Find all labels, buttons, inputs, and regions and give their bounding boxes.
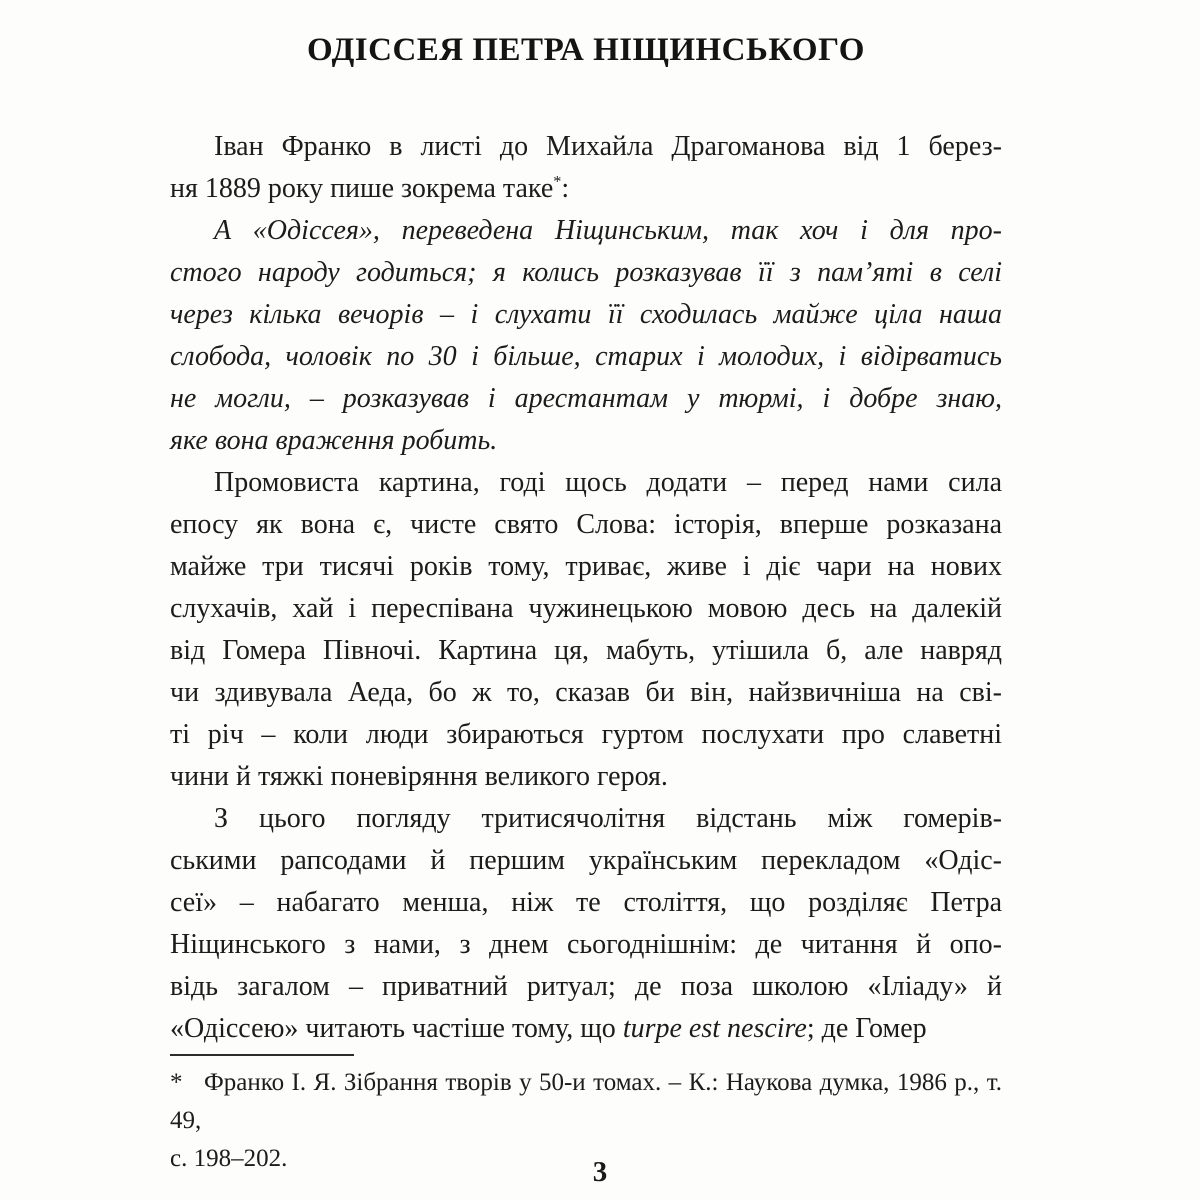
paragraph <box>170 462 1002 798</box>
text-line <box>170 966 1002 1008</box>
text-line <box>170 504 1002 546</box>
paragraph <box>170 210 1002 462</box>
text-segment: А «Одіссея», переведена Ніщинським, так хоч і для про- <box>214 215 1002 246</box>
text-segment: слобода, чоловік по 30 і більше, старих і молодих, і відірватись <box>170 341 1002 372</box>
text-segment: ті річ – коли люди збираються гуртом послухати про славетні <box>170 719 1002 750</box>
text-line <box>170 672 1002 714</box>
text-segment: майже три тисячі років тому, триває, живе і діє чари на нових <box>170 551 1002 582</box>
text-segment: не могли, – розказував і арестантам у тюрмі, і добре знаю, <box>170 383 1002 414</box>
text-line <box>170 756 1002 798</box>
text-line <box>170 168 1002 210</box>
paragraph <box>170 126 1002 210</box>
text-segment: чини й тяжкі поневіряння великого героя. <box>170 761 668 792</box>
text-line <box>170 336 1002 378</box>
text-segment: с. 198–202. <box>170 1145 288 1172</box>
text-line <box>170 798 1002 840</box>
footnote-separator-rule <box>170 1054 354 1056</box>
footnote-reference-asterisk: * <box>553 172 562 191</box>
text-line <box>170 714 1002 756</box>
text-line <box>170 1008 1002 1050</box>
text-segment: ськими рапсодами й першим українським перекладом «Одіс- <box>170 845 1002 876</box>
latin-phrase-italic: turpe est nescire <box>622 1013 807 1044</box>
text-line <box>170 462 1002 504</box>
text-segment: ; де Гомер <box>806 1013 927 1044</box>
text-line <box>170 126 1002 168</box>
paragraph <box>170 798 1002 1050</box>
text-segment: : <box>561 173 570 204</box>
text-segment: слухачів, хай і переспівана чужинецькою мовою десь на далекій <box>170 593 1002 624</box>
text-line <box>170 378 1002 420</box>
text-line <box>170 294 1002 336</box>
text-segment: Франко І. Я. Зібрання творів у 50-и томах. – К.: Наукова думка, 1986 р., т. 49, <box>170 1069 1002 1134</box>
text-line <box>170 210 1002 252</box>
text-segment: від Гомера Півночі. Картина ця, мабуть, утішила б, але навряд <box>170 635 1002 666</box>
page-number: 3 <box>592 1156 608 1188</box>
chapter-title: ОДІССЕЯ ПЕТРА НІЩИНСЬКОГО <box>307 32 865 69</box>
text-segment: стого народу годиться; я колись розказував її з пам’яті в селі <box>170 257 1002 288</box>
body-text <box>170 126 1002 1050</box>
text-segment: ня 1889 року пише зокрема таке <box>170 173 554 204</box>
text-segment: яке вона враження робить. <box>170 425 498 456</box>
text-segment: Іван Франко в листі до Михайла Драгоманова від 1 берез- <box>214 131 1002 162</box>
text-line <box>170 924 1002 966</box>
text-line <box>170 420 1002 462</box>
text-line <box>170 546 1002 588</box>
text-segment: відь загалом – приватний ритуал; де поза школою «Іліаду» й <box>170 971 1002 1002</box>
text-segment: чи здивувала Аеда, бо ж то, сказав би він, найзвичніша на сві- <box>170 677 1002 708</box>
footnote-marker-asterisk: * <box>170 1069 183 1096</box>
text-line <box>170 588 1002 630</box>
text-line <box>170 882 1002 924</box>
text-segment: сеї» – набагато менша, ніж те століття, що розділяє Петра <box>170 887 1002 918</box>
text-segment: Ніщинського з нами, з днем сьогоднішнім: де читання й опо- <box>170 929 1002 960</box>
text-segment: «Одіссею» читають частіше тому, що <box>170 1013 623 1044</box>
text-line <box>170 630 1002 672</box>
text-line <box>170 840 1002 882</box>
text-line <box>170 1064 1002 1140</box>
text-segment: З цього погляду тритисячолітня відстань між гомерів- <box>214 803 1002 834</box>
text-segment: через кілька вечорів – і слухати її сходилась майже ціла наша <box>170 299 1002 330</box>
text-segment: епосу як вона є, чисте свято Слова: історія, вперше розказана <box>170 509 1002 540</box>
text-line <box>170 252 1002 294</box>
text-segment: Промовиста картина, годі щось додати – перед нами сила <box>214 467 1002 498</box>
